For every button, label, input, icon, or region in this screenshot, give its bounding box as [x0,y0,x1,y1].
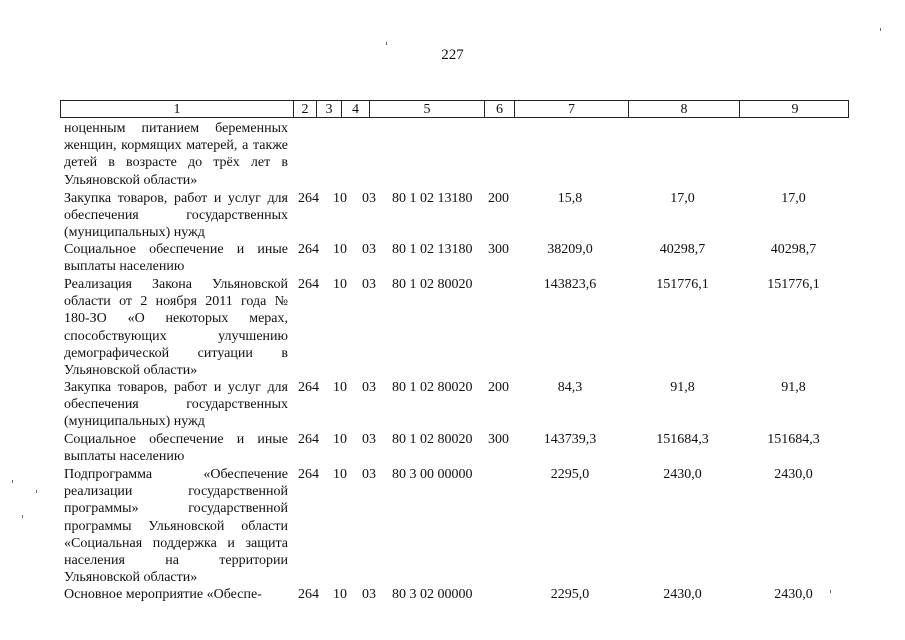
row-description: Закупка товаров, работ и услуг для обеспечения государственных (муниципальных) нужд [64,380,288,430]
cell-amount-9: 17,0 [781,191,806,206]
cell-amount-7: 143823,6 [543,277,597,292]
header-cell-3: 3 [316,101,341,117]
scan-speck [12,480,13,483]
cell-target-article: 80 1 02 13180 [392,191,473,206]
header-cell-7: 7 [514,101,628,117]
cell-ministry-code: 264 [298,432,319,447]
cell-subsection: 03 [362,587,376,602]
cell-expense-type: 200 [488,380,509,395]
cell-amount-9: 40298,7 [770,242,817,257]
cell-amount-7: 84,3 [557,380,583,395]
cell-ministry-code: 264 [298,242,319,257]
scan-speck [22,515,23,518]
cell-amount-8: 2430,0 [663,467,702,482]
scan-speck [830,590,831,593]
cell-amount-8: 151684,3 [656,432,709,447]
cell-target-article: 80 1 02 80020 [392,432,473,447]
cell-section: 10 [333,277,347,292]
scan-speck [880,28,881,31]
page-number: 227 [441,47,464,63]
cell-amount-8: 2430,0 [663,587,702,602]
scan-speck [36,490,37,493]
cell-section: 10 [333,191,347,206]
row-description: Закупка товаров, работ и услуг для обеспечения государственных (муниципальных) нужд [64,191,288,241]
header-cell-1: 1 [173,102,181,117]
cell-subsection: 03 [362,467,376,482]
cell-amount-9: 91,8 [781,380,806,395]
cell-ministry-code: 264 [298,467,319,482]
cell-amount-7: 2295,0 [550,587,590,602]
cell-target-article: 80 3 00 00000 [392,467,473,482]
row-description: Основное мероприятие «Обеспе- [64,587,262,602]
cell-target-article: 80 3 02 00000 [392,587,473,602]
cell-amount-7: 38209,0 [547,242,593,257]
header-cell-9: 9 [739,101,850,117]
cell-amount-9: 151776,1 [767,277,820,292]
cell-subsection: 03 [362,380,376,395]
cell-expense-type: 300 [488,432,509,447]
cell-subsection: 03 [362,242,376,257]
header-cell-4: 4 [341,101,369,117]
cell-ministry-code: 264 [298,587,319,602]
cell-target-article: 80 1 02 80020 [392,380,473,395]
cell-ministry-code: 264 [298,277,319,292]
row-description: Реализация Закона Ульяновской области от 2 ноября 2011 года № 180-ЗО «О некоторых мерах, способствующих улучшению демографической ситуации в Ульяновской области» [64,277,288,379]
scan-speck [386,42,387,45]
cell-ministry-code: 264 [298,380,319,395]
row-description: ноценным питанием беременных женщин, кормящих матерей, а также детей в возрасте до трёх лет в Ульяновской области» [64,121,288,188]
cell-section: 10 [333,380,347,395]
cell-subsection: 03 [362,432,376,447]
row-description: Социальное обеспечение и иные выплаты населению [64,432,288,465]
cell-target-article: 80 1 02 13180 [392,242,473,257]
cell-ministry-code: 264 [298,191,319,206]
cell-target-article: 80 1 02 80020 [392,277,473,292]
header-cell-8: 8 [628,101,739,117]
header-cell-2: 2 [293,101,316,117]
cell-amount-7: 2295,0 [550,467,590,482]
cell-amount-7: 143739,3 [543,432,597,447]
cell-amount-8: 151776,1 [656,277,709,292]
table-header [60,100,849,118]
header-cell-5: 5 [369,101,484,117]
cell-section: 10 [333,587,347,602]
cell-amount-9: 151684,3 [767,432,820,447]
header-cell-6: 6 [484,101,514,117]
cell-amount-8: 17,0 [670,191,695,206]
cell-amount-8: 40298,7 [659,242,706,257]
cell-amount-9: 2430,0 [774,587,813,602]
cell-expense-type: 200 [488,191,509,206]
row-description: Подпрограмма «Обеспечение реализации государственной программы» государственной программы Ульяновской области «Социальная поддержка и защита населения на территории Ульяновской области» [64,467,288,586]
row-description: Социальное обеспечение и иные выплаты населению [64,242,288,275]
cell-subsection: 03 [362,191,376,206]
cell-amount-9: 2430,0 [774,467,813,482]
cell-amount-7: 15,8 [557,191,583,206]
cell-section: 10 [333,467,347,482]
cell-expense-type: 300 [488,242,509,257]
cell-section: 10 [333,242,347,257]
cell-subsection: 03 [362,277,376,292]
cell-section: 10 [333,432,347,447]
cell-amount-8: 91,8 [670,380,695,395]
